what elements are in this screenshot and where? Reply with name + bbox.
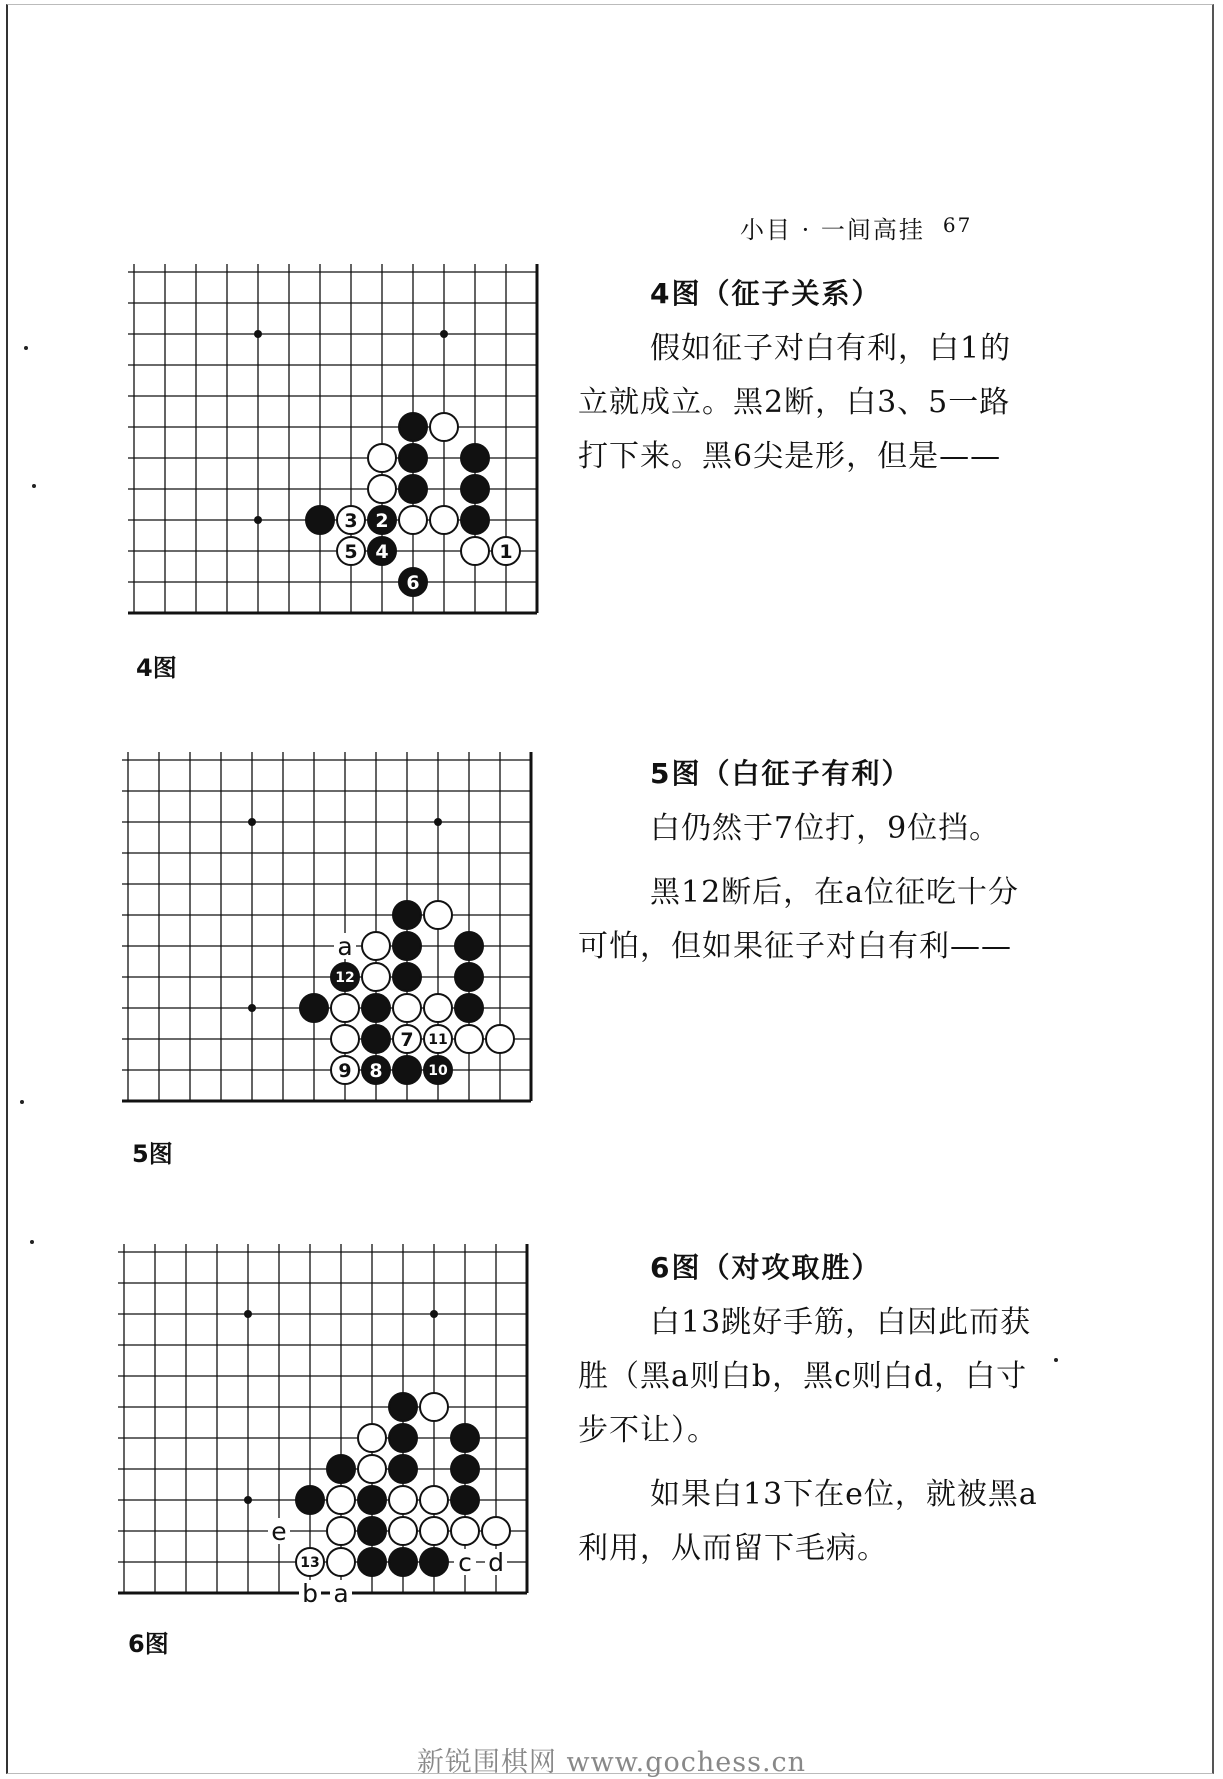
black-stone	[455, 963, 483, 991]
black-stone	[358, 1517, 386, 1545]
move-number: 9	[338, 1059, 352, 1082]
move-number: 6	[406, 571, 420, 594]
star-point	[244, 1310, 252, 1318]
black-stone	[362, 994, 390, 1022]
white-stone	[486, 1025, 514, 1053]
go-board-diagram-4	[128, 264, 568, 644]
white-stone	[331, 994, 359, 1022]
black-stone	[393, 901, 421, 929]
white-stone	[393, 994, 421, 1022]
move-number: 4	[375, 540, 389, 563]
white-stone	[455, 1025, 483, 1053]
black-stone	[300, 994, 328, 1022]
scan-speck	[1054, 1358, 1058, 1362]
move-number: 12	[335, 970, 355, 987]
black-stone	[393, 1056, 421, 1084]
white-stone	[327, 1548, 355, 1576]
white-stone	[424, 994, 452, 1022]
black-stone	[296, 1486, 324, 1514]
white-stone	[399, 506, 427, 534]
diagram-4-heading: 4图（征子关系）	[650, 277, 882, 310]
move-number: 10	[428, 1063, 448, 1080]
white-stone	[389, 1486, 417, 1514]
black-stone	[393, 932, 421, 960]
diagram-6-caption: 6图	[128, 1630, 169, 1658]
point-letter-b: b	[302, 1579, 318, 1608]
scan-speck	[24, 346, 28, 350]
white-stone	[420, 1393, 448, 1421]
scan-speck	[20, 1100, 24, 1104]
white-stone	[420, 1486, 448, 1514]
diagram-5-heading: 5图（白征子有利）	[650, 757, 912, 790]
black-stone	[455, 932, 483, 960]
black-stone	[399, 475, 427, 503]
point-letter-d: d	[488, 1548, 504, 1577]
black-stone	[389, 1393, 417, 1421]
black-stone	[327, 1455, 355, 1483]
diagram-5-caption: 5图	[132, 1140, 173, 1168]
move-number: 2	[375, 509, 389, 532]
white-stone	[327, 1486, 355, 1514]
diagram-5-paragraph-1: 白仍然于7位打，9位挡。	[650, 811, 1001, 846]
white-stone	[358, 1424, 386, 1452]
diagram-4-text	[578, 272, 1038, 494]
star-point	[248, 818, 256, 826]
black-stone	[306, 506, 334, 534]
black-stone	[461, 506, 489, 534]
go-board-diagram-5	[122, 752, 562, 1132]
diagram-5-text	[578, 752, 1038, 984]
star-point	[430, 1310, 438, 1318]
black-stone	[358, 1486, 386, 1514]
header-title: 小目 · 一间高挂	[740, 216, 925, 244]
move-number: 1	[499, 540, 513, 563]
go-board-diagram-6	[118, 1244, 558, 1624]
move-number: 11	[428, 1032, 448, 1049]
diagram-6-paragraph-2: 如果白13下在e位，就被黑a利用，从而留下毛病。	[578, 1477, 1038, 1566]
white-stone	[430, 506, 458, 534]
white-stone	[482, 1517, 510, 1545]
white-stone	[327, 1517, 355, 1545]
white-stone	[420, 1517, 448, 1545]
white-stone	[430, 413, 458, 441]
black-stone	[451, 1424, 479, 1452]
white-stone	[358, 1455, 386, 1483]
move-number: 7	[400, 1028, 414, 1051]
diagram-4-caption: 4图	[136, 654, 177, 682]
diagram-6-heading: 6图（对攻取胜）	[650, 1251, 882, 1284]
white-stone	[362, 932, 390, 960]
white-stone	[368, 444, 396, 472]
move-number: 8	[369, 1059, 383, 1082]
star-point	[254, 330, 262, 338]
black-stone	[399, 413, 427, 441]
black-stone	[389, 1455, 417, 1483]
move-number: 3	[344, 509, 358, 532]
black-stone	[389, 1548, 417, 1576]
black-stone	[451, 1455, 479, 1483]
move-number: 13	[300, 1555, 320, 1572]
star-point	[254, 516, 262, 524]
black-stone	[362, 1025, 390, 1053]
scan-speck	[30, 1240, 34, 1244]
black-stone	[389, 1424, 417, 1452]
white-stone	[331, 1025, 359, 1053]
white-stone	[362, 963, 390, 991]
white-stone	[424, 901, 452, 929]
black-stone	[461, 475, 489, 503]
star-point	[434, 818, 442, 826]
white-stone	[451, 1517, 479, 1545]
point-letter-e: e	[271, 1517, 287, 1546]
black-stone	[461, 444, 489, 472]
black-stone	[393, 963, 421, 991]
star-point	[244, 1496, 252, 1504]
black-stone	[451, 1486, 479, 1514]
point-letter-a: a	[333, 1579, 349, 1608]
move-number: 5	[344, 540, 358, 563]
scan-speck	[32, 484, 36, 488]
point-letter-a: a	[337, 932, 353, 961]
running-header	[740, 210, 972, 245]
white-stone	[461, 537, 489, 565]
white-stone	[389, 1517, 417, 1545]
black-stone	[358, 1548, 386, 1576]
diagram-6-text	[578, 1246, 1038, 1586]
black-stone	[399, 444, 427, 472]
diagram-5-paragraph-2: 黑12断后，在a位征吃十分可怕，但如果征子对白有利——	[578, 875, 1020, 964]
black-stone	[420, 1548, 448, 1576]
point-letter-c: c	[458, 1548, 472, 1577]
footer-watermark: 新锐围棋网 www.gochess.cn	[416, 1747, 807, 1778]
diagram-6-paragraph-1: 白13跳好手筋，白因此而获胜（黑a则白b，黑c则白d，白寸步不让）。	[578, 1305, 1032, 1448]
star-point	[440, 330, 448, 338]
star-point	[248, 1004, 256, 1012]
page-number: 67	[942, 213, 973, 237]
diagram-4-paragraph: 假如征子对白有利，白1的立就成立。黑2断，白3、5一路打下来。黑6尖是形，但是——	[578, 331, 1012, 474]
white-stone	[368, 475, 396, 503]
black-stone	[455, 994, 483, 1022]
